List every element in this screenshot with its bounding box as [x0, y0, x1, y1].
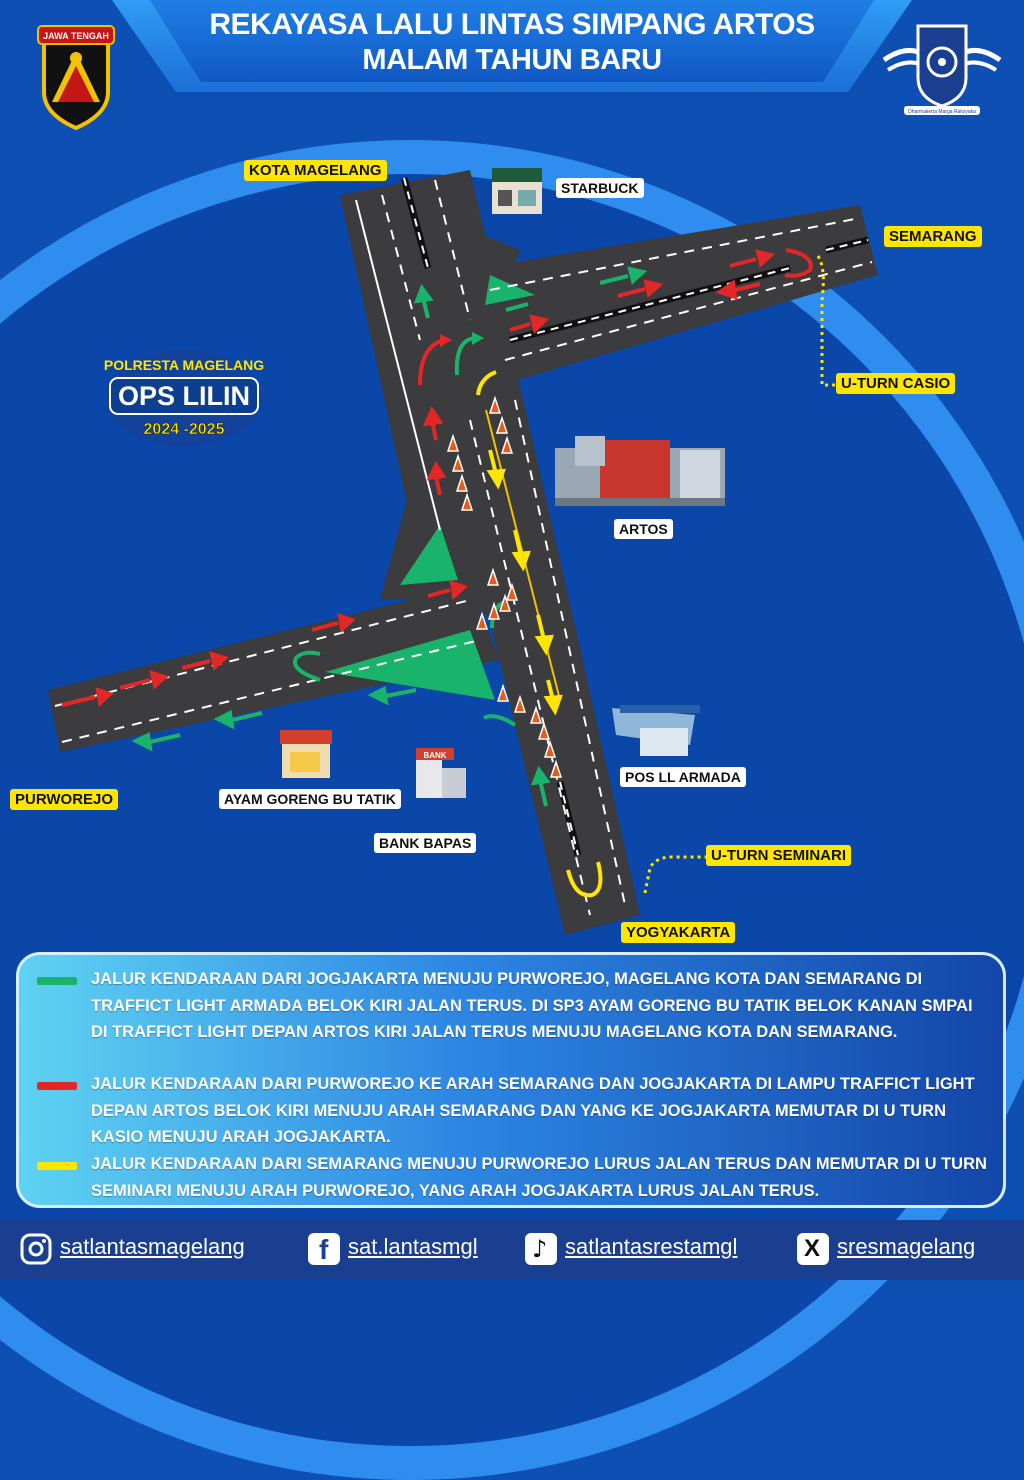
tiktok-glyph: ♪ — [532, 1235, 548, 1263]
badge-left-text: JAWA TENGAH — [43, 31, 109, 41]
ops-badge-years: 2024 -2025 — [143, 421, 225, 438]
label-kota-magelang: KOTA MAGELANG — [244, 160, 387, 181]
facebook-glyph: f — [319, 1234, 329, 1265]
ops-badge-name: OPS LILIN — [117, 381, 251, 411]
emblem-motto: Dharmakerta Marga Raksyaka — [908, 109, 976, 115]
legend-yellow-text: JALUR KENDARAAN DARI SEMARANG MENUJU PURWOREJO LURUS JALAN TERUS DAN MEMUTAR DI U TURN SEMINARI MENUJU ARAH PURWOREJO, YANG ARAH JOGJAKARTA LURUS JALAN TERUS. — [91, 1155, 987, 1200]
label-yogyakarta: YOGYAKARTA — [621, 922, 735, 943]
legend-green-text: JALUR KENDARAAN DARI JOGJAKARTA MENUJU PURWOREJO, MAGELANG KOTA DAN SEMARANG DI TRAFFICT LIGHT ARMADA BELOK KIRI JALAN TERUS. DI SP3 AYAM GORENG BU TATIK BELOK KANAN SMPAI DI TRAFFICT LIGHT DEPAN ARTOS KIRI JALAN TERUS MENUJU MAGELANG KOTA DAN SEMARANG. — [91, 970, 973, 1041]
facebook-link[interactable]: sat.lantasmgl — [348, 1234, 478, 1259]
ayam-goreng-shop — [280, 730, 332, 778]
label-pos-ll-armada: POS LL ARMADA — [620, 767, 746, 787]
instagram-icon — [20, 1233, 52, 1265]
page-subtitle: MALAM TAHUN BARU — [362, 44, 662, 76]
instagram-link[interactable]: satlantasmagelang — [60, 1234, 245, 1259]
x-icon — [797, 1233, 829, 1265]
page-title: REKAYASA LALU LINTAS SIMPANG ARTOS — [209, 8, 815, 41]
legend-red-text: JALUR KENDARAAN DARI PURWOREJO KE ARAH SEMARANG DAN JOGJAKARTA DI LAMPU TRAFFICT LIGHT DEPAN ARTOS BELOK KIRI MENUJU ARAH SEMARANG DAN YANG KE JOGJAKARTA MEMUTAR DI U TURN KASIO MENUJU ARAH JOGJAKARTA. — [91, 1075, 975, 1146]
facebook-icon — [308, 1233, 340, 1265]
label-starbuck: STARBUCK — [556, 178, 644, 198]
artos-mall — [555, 436, 725, 506]
bank-bapas-building — [416, 748, 466, 798]
tiktok-link[interactable]: satlantasrestamgl — [565, 1234, 738, 1259]
ops-badge-top: POLRESTA MAGELANG — [104, 357, 264, 373]
label-purworejo: PURWOREJO — [10, 789, 118, 810]
label-uturn-seminari: U-TURN SEMINARI — [706, 845, 851, 866]
x-glyph: X — [804, 1235, 821, 1262]
ops-lilin-badge — [104, 348, 264, 448]
legend-yellow-marker — [37, 1162, 77, 1170]
tiktok-icon — [525, 1233, 557, 1265]
label-uturn-casio: U-TURN CASIO — [836, 373, 955, 394]
legend-green-marker — [37, 977, 77, 985]
bank-sign-text: BANK — [423, 751, 447, 760]
label-bank-bapas: BANK BAPAS — [374, 833, 476, 853]
label-ayam-goreng: AYAM GORENG BU TATIK — [219, 789, 401, 809]
starbuck-building — [492, 168, 542, 214]
pos-ll-armada — [612, 705, 700, 756]
legend-red-marker — [37, 1082, 77, 1090]
label-semarang: SEMARANG — [884, 226, 982, 247]
label-artos: ARTOS — [614, 519, 673, 539]
x-link[interactable]: sresmagelang — [837, 1234, 976, 1259]
legend-panel — [16, 952, 1006, 1208]
